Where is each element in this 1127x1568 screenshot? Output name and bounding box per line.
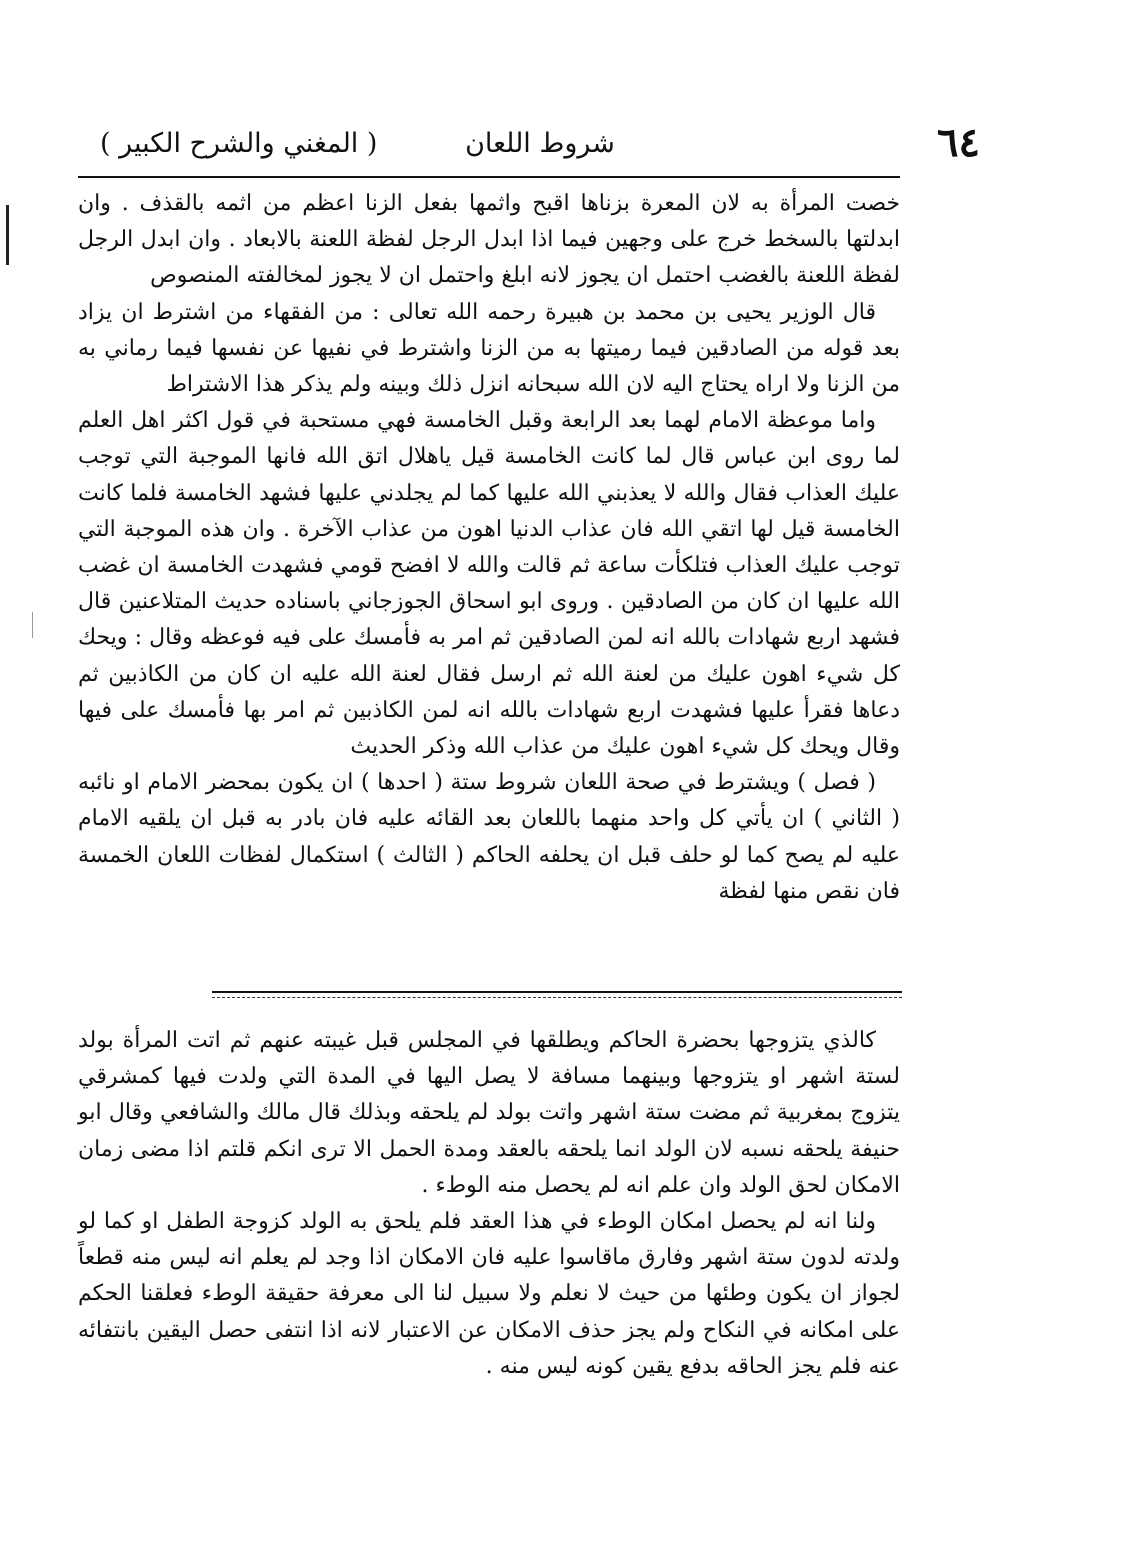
margin-mark <box>32 612 33 638</box>
header-rule <box>78 176 900 178</box>
book-title: ( المغني والشرح الكبير ) <box>100 128 378 159</box>
page-header <box>100 118 980 170</box>
running-title: شروط اللعان <box>465 128 615 159</box>
paragraph: خصت المرأة به لان المعرة بزناها اقبح واثمها بفعل الزنا اعظم من اثمه بالقذف . وان ابدلتها بالسخط خرج على وجهين فيما اذا ابدل الرجل لفظة اللعنة بالابعاد . وان ابدل الرجل لفظة اللعنة بالغضب احتمل ان يجوز لانه ابلغ واحتمل ان لا يجوز لمخالفته المنصوص <box>78 191 900 289</box>
paragraph: كالذي يتزوجها بحضرة الحاكم ويطلقها في المجلس قبل غيبته عنهم ثم اتت المرأة بولد لستة اشهر او يتزوجها وبينهما مسافة لا يصل اليها في المدة التي ولدت فيها كمشرقي يتزوج بمغربية ثم مضت ستة اشهر واتت بولد لم يلحقه وبذلك قال مالك والشافعي وقال ابو حنيفة يلحقه نسبه لان الولد انما يلحقه بالعقد ومدة الحمل الا ترى انكم قلتم اذا مضى زمان الامكان لحق الولد وان علم انه لم يحصل منه الوطء . <box>78 1028 900 1198</box>
paragraph: ولنا انه لم يحصل امكان الوطء في هذا العقد فلم يلحق به الولد كزوجة الطفل او كما لو ولدته لدون ستة اشهر وفارق ماقاسوا عليه فان الامكان اذا وجد لم يعلم انه ليس منه قطعاً لجواز ان يكون وطئها من حيث لا نعلم ولا سبيل لنا الى معرفة حقيقة الوطء فعلقنا الحكم على امكانه في النكاح ولم يجز حذف الامكان عن الاعتبار لانه اذا انتفى حصل اليقين بانتفائه عنه فلم يجز الحاقه بدفع يقين كونه ليس منه . <box>78 1209 900 1379</box>
paragraph: واما موعظة الامام لهما بعد الرابعة وقبل الخامسة فهي مستحبة في قول اكثر اهل العلم لما روى ابن عباس قال لما كانت الخامسة قيل ياهلال اتق الله فانها الموجبة التي توجب عليك العذاب فقال والله لا يعذبني الله عليها كما لم يجلدني عليها فشهد الخامسة فلما كانت الخامسة قيل لها اتقي الله فان عذاب الدنيا اهون من عذاب الآخرة . وان هذه الموجبة التي توجب عليك العذاب فتلكأت ساعة ثم قالت والله لا افضح قومي فشهدت الخامسة ان غضب الله عليها ان كان من الصادقين . وروى ابو اسحاق الجوزجاني باسناده حديث المتلاعنين قال فشهد اربع شهادات بالله انه لمن الصادقين ثم امر به فأمسك على فيه فوعظه وقال : ويحك كل شيء اهون عليك من لعنة الله ثم ارسل فقال لعنة الله عليه ان كان من الكاذبين ثم دعاها فقرأ عليها فشهدت اربع شهادات بالله انه لمن الكاذبين ثم امر بها فأمسك على فيها وقال ويحك كل شيء اهون عليك من عذاب الله وذكر الحديث <box>78 408 900 760</box>
section-separator <box>212 991 902 993</box>
margin-mark <box>6 205 9 265</box>
paragraph: قال الوزير يحيى بن محمد بن هبيرة رحمه الله تعالى : من الفقهاء من اشترط ان يزاد بعد قوله من الصادقين فيما رميتها به من الزنا واشترط في نفيها عن نفسها فيما رماني به من الزنا ولا اراه يحتاج اليه لان الله سبحانه انزل ذلك وبينه ولم يذكر هذا الاشتراط <box>78 299 900 398</box>
section-separator <box>212 997 902 998</box>
paragraph: ( فصل ) ويشترط في صحة اللعان شروط ستة ( احدها ) ان يكون بمحضر الامام او نائبه ( الثاني ) ان يأتي كل واحد منهما باللعان بعد القائه عليه فان بادر به قبل ان يلقيه الامام عليه لم يصح كما لو حلف قبل ان يحلفه الحاكم ( الثالث ) استكمال لفظات اللعان الخمسة فان نقص منها لفظة <box>78 770 900 904</box>
main-text <box>78 186 900 910</box>
page-number: ٦٤ <box>937 119 980 166</box>
commentary-text <box>78 1023 900 1385</box>
